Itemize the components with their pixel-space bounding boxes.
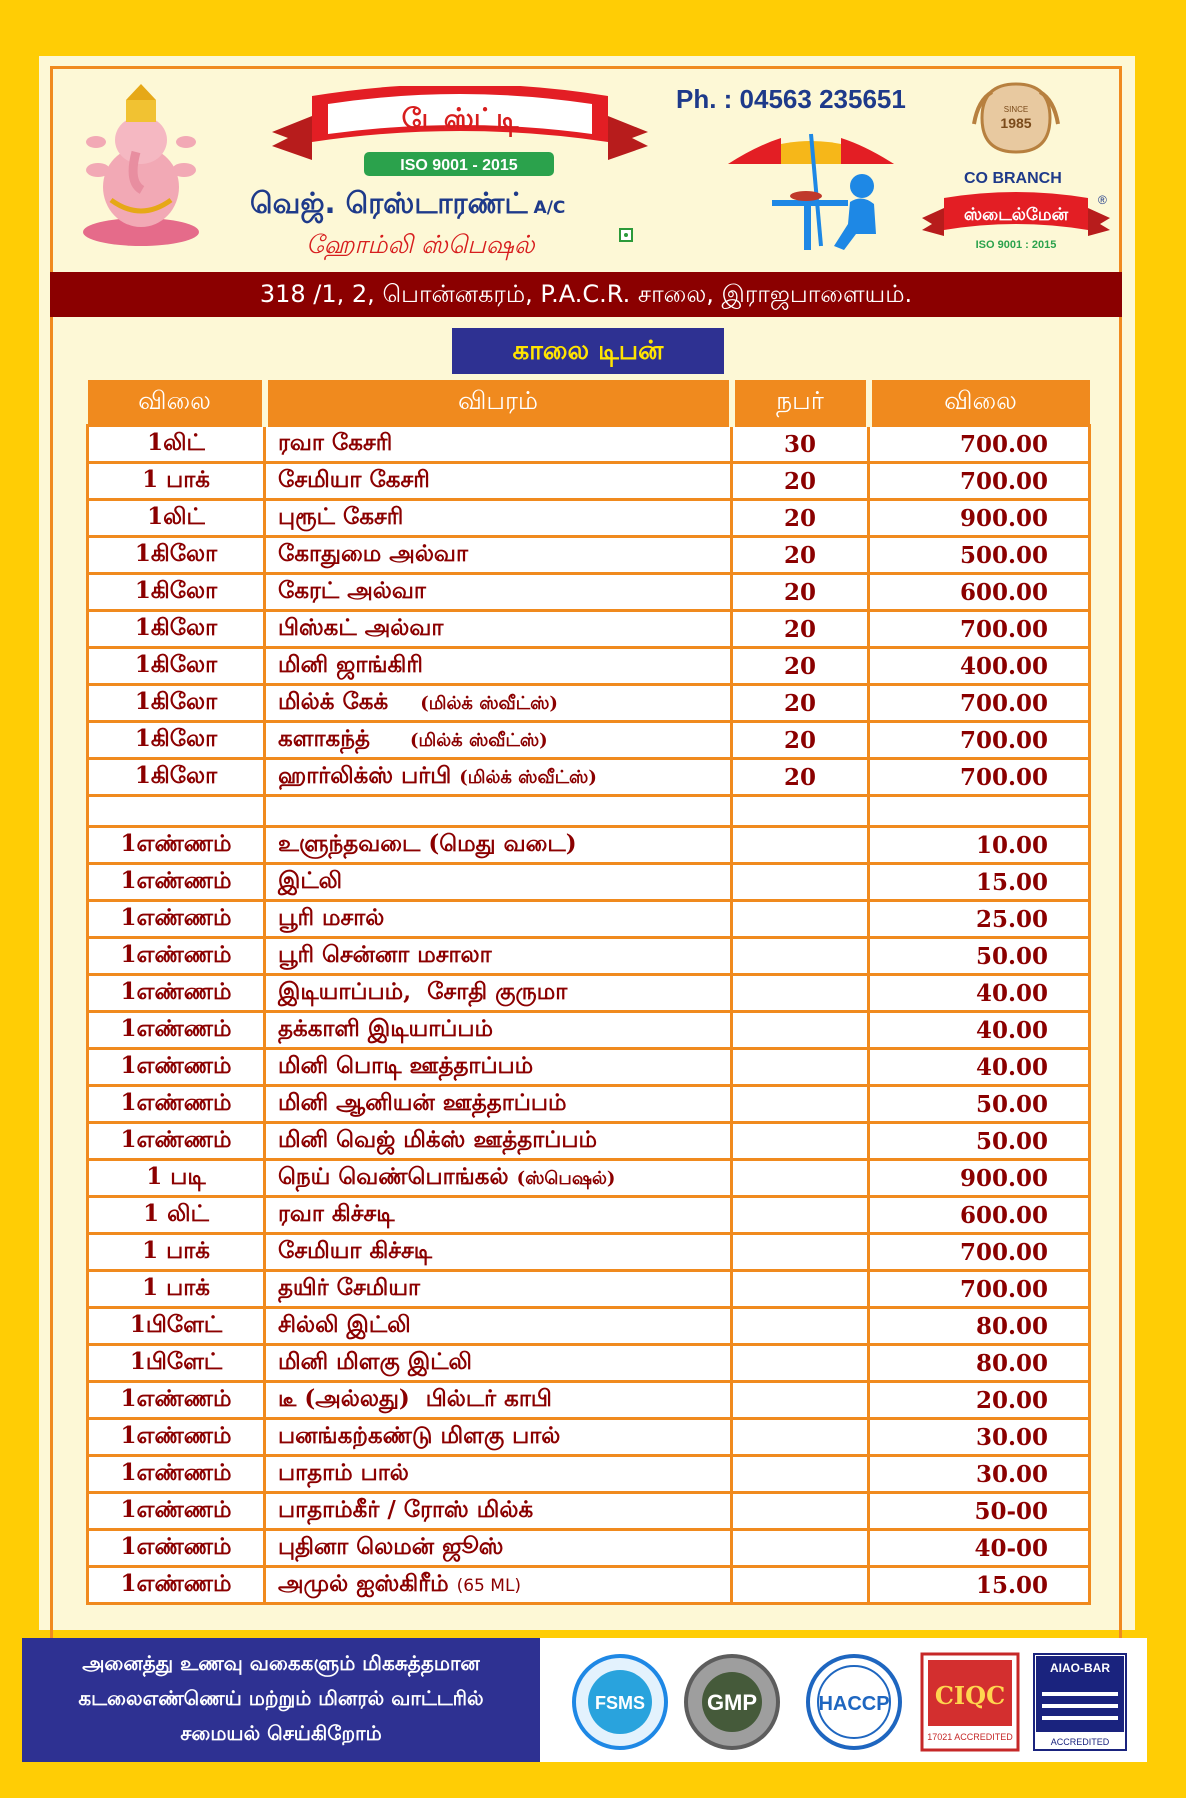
item-name: மினி பொடி ஊத்தாப்பம் [278,1052,534,1079]
quantity-cell: 1எண்ணம் [88,1086,265,1123]
price-cell: 700.00 [869,611,1090,648]
table-row [88,1049,1090,1086]
persons-cell [732,1234,869,1271]
item-cell [265,1271,732,1308]
persons-cell: 20 [732,611,869,648]
item-name: பிஸ்கட் அல்வா [278,614,444,641]
address-bar: 318 /1, 2, பொன்னகரம், P.A.C.R. சாலை, இராஜபாளையம். [50,272,1122,317]
table-row [88,722,1090,759]
item-cell [265,685,732,722]
price-cell: 700.00 [869,722,1090,759]
item-name: மினி ஜாங்கிரி [278,651,423,678]
ganesha-image [76,82,206,252]
item-name: புதினா லெமன் ஜூஸ் [278,1533,504,1560]
item-cell [265,1419,732,1456]
quantity-cell: 1கிலோ [88,611,265,648]
item-name: சேமியா கேசரி [278,466,430,493]
item-cell [265,500,732,537]
ciqc-sub: 17021 ACCREDITED [927,1732,1013,1742]
registered-mark: ® [1098,193,1107,207]
item-name: டீ (அல்லது) பில்டர் காபி [278,1385,552,1412]
restaurant-title [250,186,565,224]
item-cell [265,648,732,685]
section-title: காலை டிபன் [452,328,724,374]
separator-cell [88,796,265,827]
header-quantity: விலை [88,380,265,426]
item-cell [265,864,732,901]
quantity-cell: 1கிலோ [88,685,265,722]
haccp-logo [802,1652,906,1752]
item-cell [265,574,732,611]
table-header-row [88,380,1090,426]
ac-label: A/C [533,198,566,218]
price-cell: 15.00 [869,1567,1090,1604]
persons-cell: 30 [732,426,869,463]
quantity-cell: 1லிட் [88,426,265,463]
quantity-cell: 1 லிட் [88,1197,265,1234]
price-cell: 15.00 [869,864,1090,901]
persons-cell [732,1271,869,1308]
persons-cell [732,1382,869,1419]
quantity-cell: 1கிலோ [88,574,265,611]
persons-cell [732,1530,869,1567]
quantity-cell: 1எண்ணம் [88,1530,265,1567]
price-cell: 30.00 [869,1419,1090,1456]
table-row [88,1271,1090,1308]
item-name: சில்லி இட்லி [278,1311,411,1338]
aiao-text: AIAO-BAR [1050,1661,1110,1675]
item-cell [265,722,732,759]
cooking-note-line-2: கடலைஎண்ணெய் மற்றும் மினரல் வாட்டரில் [78,1686,484,1710]
price-cell: 500.00 [869,537,1090,574]
price-cell: 700.00 [869,759,1090,796]
table-row [88,463,1090,500]
quantity-cell: 1லிட் [88,500,265,537]
persons-cell [732,1160,869,1197]
item-cell [265,975,732,1012]
price-cell: 25.00 [869,901,1090,938]
fsms-logo [568,1652,672,1752]
quantity-cell: 1எண்ணம் [88,864,265,901]
price-cell: 700.00 [869,1234,1090,1271]
quantity-cell: 1எண்ணம் [88,938,265,975]
table-row [88,574,1090,611]
item-name: பாதாம்கீர் / ரோஸ் மில்க் [278,1496,534,1523]
price-cell: 40.00 [869,1012,1090,1049]
item-name: இட்லி [278,867,343,894]
menu-body [88,426,1090,1604]
gmp-logo [680,1652,784,1752]
persons-cell [732,1197,869,1234]
price-cell: 50.00 [869,1123,1090,1160]
menu-table [86,380,1091,1605]
table-row [88,1419,1090,1456]
haccp-text: HACCP [818,1693,890,1715]
persons-cell: 20 [732,537,869,574]
quantity-cell: 1எண்ணம் [88,975,265,1012]
quantity-cell: 1பிளேட் [88,1308,265,1345]
header-description: விபரம் [265,380,732,426]
veg-symbol-icon [619,228,633,242]
quantity-cell: 1எண்ணம் [88,827,265,864]
item-name: புரூட் கேசரி [278,503,404,530]
table-row [88,1123,1090,1160]
item-name: ரவா கிச்சடி [278,1200,395,1227]
umbrella-table-icon [726,126,896,264]
table-row [88,759,1090,796]
table-row [88,537,1090,574]
styleman-name: ஸ்டைல்மேன் [963,205,1069,225]
persons-cell: 20 [732,685,869,722]
table-row [88,1382,1090,1419]
quantity-cell: 1எண்ணம் [88,1567,265,1604]
item-cell [265,1567,732,1604]
separator-cell [265,796,732,827]
item-cell [265,901,732,938]
styleman-iso: ISO 9001 : 2015 [975,239,1057,251]
table-row [88,611,1090,648]
persons-cell [732,1345,869,1382]
item-cell [265,1308,732,1345]
item-name: பூரி மசால் [278,904,385,931]
price-cell: 80.00 [869,1345,1090,1382]
price-cell: 700.00 [869,1271,1090,1308]
homely-special: ஹோம்லி ஸ்பெஷல் [306,230,535,259]
co-branch-label: CO BRANCH [964,170,1062,187]
persons-cell [732,1012,869,1049]
price-cell: 40.00 [869,975,1090,1012]
aiao-bar-logo [1032,1652,1128,1752]
price-cell: 900.00 [869,500,1090,537]
restaurant-name: வெஜ். ரெஸ்டாரண்ட் [250,186,528,220]
table-row [88,1086,1090,1123]
persons-cell: 20 [732,648,869,685]
table-row [88,864,1090,901]
item-name: மினி வெஜ் மிக்ஸ் ஊத்தாப்பம் [278,1126,598,1153]
persons-cell [732,1493,869,1530]
price-cell: 700.00 [869,685,1090,722]
price-cell: 50-00 [869,1493,1090,1530]
item-cell [265,1049,732,1086]
item-cell [265,426,732,463]
item-name: நெய் வெண்பொங்கல் [278,1163,517,1190]
item-name: இடியாப்பம், சோதி குருமா [278,978,568,1005]
quantity-cell: 1எண்ணம் [88,1382,265,1419]
table-row [88,1160,1090,1197]
since-year: 1985 [1000,115,1032,131]
price-cell: 700.00 [869,426,1090,463]
header-price: விலை [869,380,1090,426]
item-name: ரவா கேசரி [278,429,393,456]
item-name: ஹார்லிக்ஸ் பர்பி [278,762,460,789]
price-cell: 600.00 [869,1197,1090,1234]
table-row [88,827,1090,864]
table-row [88,685,1090,722]
ciqc-text: CIQC [934,1681,1006,1710]
since-label: SINCE [1003,105,1029,114]
cooking-note-line-3: சமையல் செய்கிறோம் [180,1721,382,1745]
quantity-cell: 1எண்ணம் [88,1456,265,1493]
table-row [88,901,1090,938]
price-cell: 900.00 [869,1160,1090,1197]
item-cell [265,1382,732,1419]
persons-cell: 20 [732,722,869,759]
styleman-logo [922,190,1110,256]
table-row [88,1308,1090,1345]
table-row [88,1567,1090,1604]
item-name: தயிர் சேமியா [278,1274,421,1301]
item-cell [265,1197,732,1234]
table-row [88,1197,1090,1234]
brand-banner [272,86,648,182]
price-cell: 400.00 [869,648,1090,685]
quantity-cell: 1 படி [88,1160,265,1197]
table-row [88,1493,1090,1530]
price-cell: 600.00 [869,574,1090,611]
item-cell [265,1160,732,1197]
item-name: பூரி சென்னா மசாலா [278,941,492,968]
item-cell [265,759,732,796]
quantity-cell: 1பிளேட் [88,1345,265,1382]
persons-cell [732,1419,869,1456]
persons-cell [732,975,869,1012]
persons-cell [732,827,869,864]
persons-cell: 20 [732,759,869,796]
item-cell [265,611,732,648]
quantity-cell: 1கிலோ [88,648,265,685]
persons-cell: 20 [732,463,869,500]
item-cell [265,1123,732,1160]
persons-cell [732,901,869,938]
table-row [88,938,1090,975]
item-cell [265,537,732,574]
brand-name: டேஸ்ட்டி [401,102,519,135]
item-name: கோதுமை அல்வா [278,540,468,567]
item-note: (மில்க் ஸ்வீட்ஸ்) [409,730,548,751]
price-cell: 80.00 [869,1308,1090,1345]
item-cell [265,1345,732,1382]
item-note: (ஸ்பெஷல்) [516,1168,616,1189]
separator-cell [869,796,1090,827]
iso-badge: ISO 9001 - 2015 [400,157,518,174]
header-persons: நபர் [732,380,869,426]
item-cell [265,1234,732,1271]
quantity-cell: 1கிலோ [88,537,265,574]
fsms-text: FSMS [594,1693,646,1713]
phone-number: Ph. : 04563 235651 [676,84,906,114]
persons-cell [732,1049,869,1086]
item-cell [265,827,732,864]
item-name: உளுந்தவடை (மெது வடை) [278,830,577,857]
ciqc-logo [920,1652,1020,1752]
item-name: மினி ஆனியன் ஊத்தாப்பம் [278,1089,567,1116]
quantity-cell: 1எண்ணம் [88,1012,265,1049]
row-separator [88,796,1090,827]
item-name: சேமியா கிச்சடி [278,1237,433,1264]
persons-cell [732,864,869,901]
item-name: அமுல் ஐஸ்கிரீம் [278,1570,457,1597]
item-cell [265,463,732,500]
table-row [88,1345,1090,1382]
persons-cell [732,1567,869,1604]
price-cell: 50.00 [869,1086,1090,1123]
item-cell [265,1456,732,1493]
quantity-cell: 1எண்ணம் [88,1049,265,1086]
quantity-cell: 1 பாக் [88,1271,265,1308]
item-name: பாதாம் பால் [278,1459,409,1486]
table-row [88,426,1090,463]
cooking-note [22,1638,540,1762]
price-cell: 30.00 [869,1456,1090,1493]
quantity-cell: 1எண்ணம் [88,1123,265,1160]
table-row [88,1012,1090,1049]
price-cell: 40.00 [869,1049,1090,1086]
quantity-cell: 1கிலோ [88,759,265,796]
item-note: (65 ML) [456,1576,522,1596]
item-name: மினி மிளகு இட்லி [278,1348,472,1375]
certifications-bar [540,1638,1147,1762]
persons-cell [732,1123,869,1160]
item-cell [265,1530,732,1567]
table-row [88,648,1090,685]
quantity-cell: 1எண்ணம் [88,1419,265,1456]
price-cell: 50.00 [869,938,1090,975]
item-cell [265,938,732,975]
quantity-cell: 1எண்ணம் [88,901,265,938]
table-row [88,1530,1090,1567]
item-name: கேரட் அல்வா [278,577,426,604]
persons-cell [732,1456,869,1493]
quantity-cell: 1கிலோ [88,722,265,759]
quantity-cell: 1எண்ணம் [88,1493,265,1530]
table-row [88,975,1090,1012]
gmp-text: GMP [706,1690,758,1715]
item-note: (மில்க் ஸ்வீட்ஸ்) [420,693,558,714]
aiao-accredited: ACCREDITED [1050,1737,1110,1747]
quantity-cell: 1 பாக் [88,1234,265,1271]
persons-cell: 20 [732,500,869,537]
persons-cell [732,1308,869,1345]
table-row [88,1234,1090,1271]
item-name: பனங்கற்கண்டு மிளகு பால் [278,1422,561,1449]
item-name: மில்க் கேக் [278,688,421,715]
table-row [88,500,1090,537]
price-cell: 20.00 [869,1382,1090,1419]
item-note: (மில்க் ஸ்வீட்ஸ்) [459,767,597,788]
separator-cell [732,796,869,827]
item-name: தக்காளி இடியாப்பம் [278,1015,494,1042]
cooking-note-line-1: அனைத்து உணவு வகைகளும் மிகசுத்தமான [82,1651,480,1675]
item-cell [265,1493,732,1530]
table-row [88,1456,1090,1493]
persons-cell: 20 [732,574,869,611]
item-name: களாகந்த் [278,725,410,752]
since-badge [972,78,1060,158]
persons-cell [732,938,869,975]
price-cell: 700.00 [869,463,1090,500]
quantity-cell: 1 பாக் [88,463,265,500]
item-cell [265,1086,732,1123]
price-cell: 40-00 [869,1530,1090,1567]
price-cell: 10.00 [869,827,1090,864]
item-cell [265,1012,732,1049]
persons-cell [732,1086,869,1123]
